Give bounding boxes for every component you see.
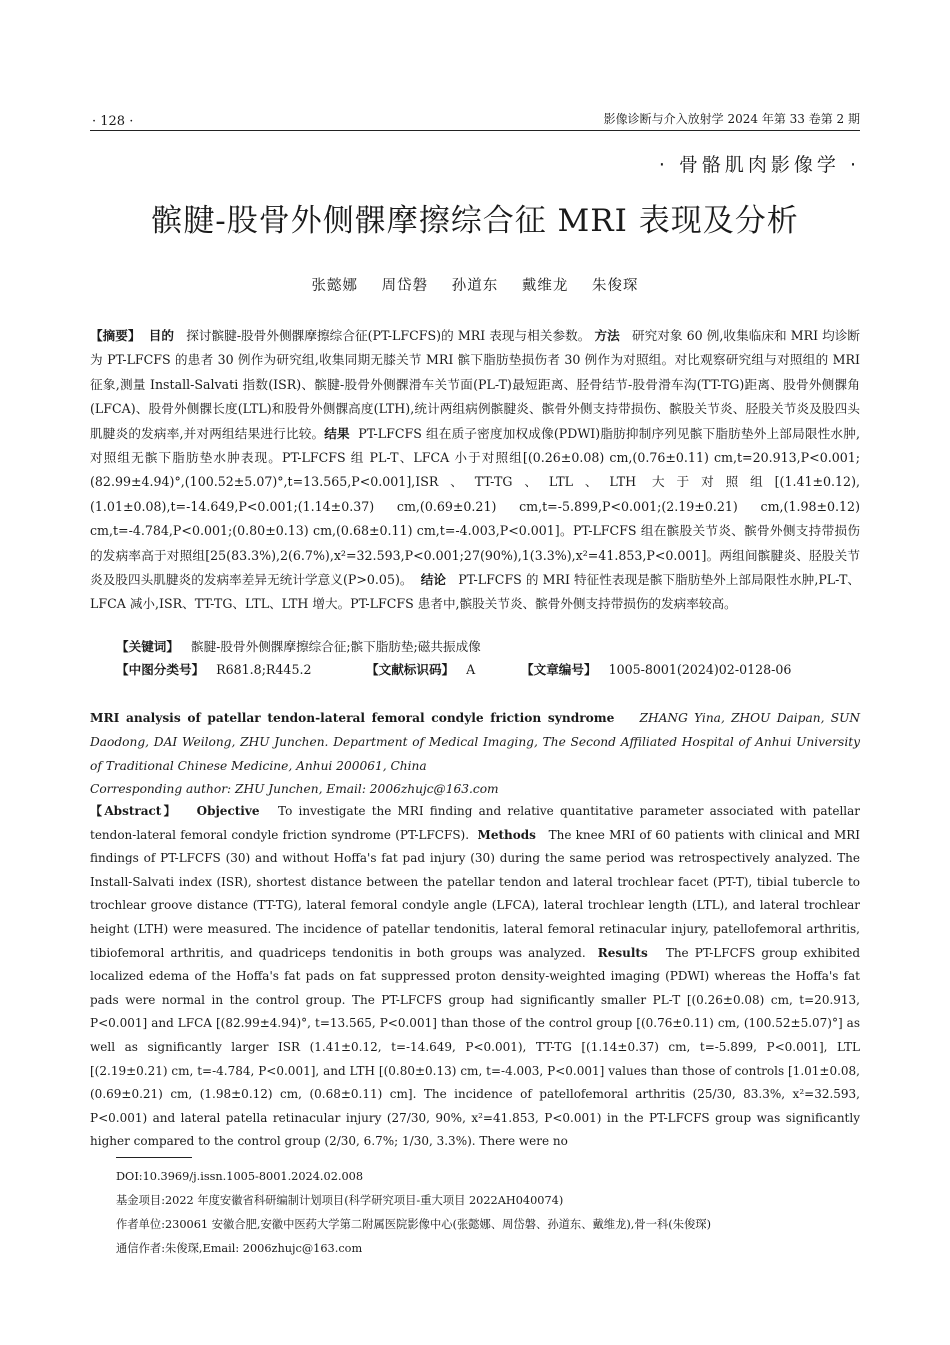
keywords-line xyxy=(90,636,481,658)
objective-en-label: Objective xyxy=(196,804,260,818)
header-rule xyxy=(90,130,860,131)
abstract-en-label: 【Abstract】 xyxy=(90,804,179,818)
author-list: 张懿娜 周岱磐 孙道东 戴维龙 朱俊琛 xyxy=(311,278,639,294)
footnote-doi: DOI:10.3969/j.issn.1005-8001.2024.02.008 xyxy=(116,1170,364,1183)
doc-code-label: 【文献标识码】 xyxy=(366,662,455,677)
methods-cn-label: 方法 xyxy=(594,328,620,343)
keywords-text: 髌腱-股骨外侧髁摩擦综合征;髌下脂肪垫;磁共振成像 xyxy=(190,639,481,654)
keywords-label: 【关键词】 xyxy=(116,639,179,654)
english-title: MRI analysis of patellar tendon-lateral femoral condyle friction syndrome xyxy=(90,711,615,725)
footnote-fund: 基金项目:2022 年度安徽省科研编制计划项目(科学研究项目-重大项目 2022AH040074) xyxy=(116,1194,564,1207)
classification-line xyxy=(116,659,860,681)
results-en-label: Results xyxy=(597,945,648,960)
doc-code-value: A xyxy=(466,662,476,677)
footnotes xyxy=(116,1165,860,1261)
article-number-label: 【文章编号】 xyxy=(521,662,597,677)
article-number-value: 1005-8001(2024)02-0128-06 xyxy=(608,662,792,677)
english-authors-affiliation: ZHANG Yina, ZHOU Daipan, SUN Daodong, DAI Weilong, ZHU Junchen. Department of Medical Imaging, The Second Affiliated Hospital of Anhui University of Traditional Chinese Medicine, Anhui 200061, China xyxy=(90,711,860,773)
methods-en-label: Methods xyxy=(477,827,536,842)
section-label: · 骨骼肌肉影像学 · xyxy=(658,154,860,176)
abstract-en xyxy=(90,800,860,1154)
abstract-cn-label: 【摘要】 xyxy=(90,328,141,343)
abstract-cn xyxy=(90,324,860,617)
page-number: · 128 · xyxy=(92,114,134,129)
article-title: 髌腱-股骨外侧髁摩擦综合征 MRI 表现及分析 xyxy=(151,203,799,239)
clc-value: R681.8;R445.2 xyxy=(216,662,312,677)
methods-en-text: The knee MRI of 60 patients with clinical and MRI findings of PT-LFCFS (30) and without Hoffa's fat pad injury (30) during the same period was retrospectively analyzed. The Install-Salvati index (ISR), shortest distance between the patellar tendon and lateral trochlear facet (PT-T), tibial tubercle to trochlear groove distance (TT-TG), lateral femoral condyle angle (LFCA), lateral trochlear length (LTL), and lateral trochlear height (LTH) were measured. The incidence of patellar tendonitis, lateral femoral retinacular injury, patellofemoral arthritis, tibiofemoral arthritis, and quadriceps tendonitis in both groups was analyzed. xyxy=(90,827,861,960)
conclusion-cn-text: PT-LFCFS 的 MRI 特征性表现是髌下脂肪垫外上部局限性水肿,PL-T、LFCA 减小,ISR、TT-TG、LTL、LTH 增大。PT-LFCFS 患者中,髌股关节炎、髌骨外侧支持带损伤的发病率较高。 xyxy=(90,572,861,612)
results-en-text: The PT-LFCFS group exhibited localized edema of the Hoffa's fat pads on fat suppressed proton density-weighted imaging (PDWI) whereas the Hoffa's fat pads were normal in the control group. The PT-LFCFS group had significantly smaller PL-T [(0.26±0.08) cm, t=20.913, P<0.001] and LFCA [(82.99±4.94)°, t=13.565, P<0.001] than those of the control group [(0.76±0.11) cm, (100.52±5.07)°] as well as significantly larger ISR (1.41±0.12, t=-14.649, P<0.001), TT-TG [(1.14±0.37) cm, t=-5.899, P<0.001], LTL [(2.19±0.21) cm, t=-4.784, P<0.001], and LTH [(0.80±0.13) cm, t=-4.003, P<0.001] values than those of controls [1.01±0.08, (0.69±0.21) cm, (1.98±0.12) cm, (0.68±0.11) cm]. The incidence of patellofemoral arthritis (25/30, 83.3%, x²=32.593, P<0.001) and lateral patella retinacular injury (27/30, 90%, x²=41.853, P<0.001) in the PT-LFCFS group was significantly higher compared to the control group (2/30, 6.7%; 1/30, 3.3%). There were no xyxy=(90,945,861,1149)
results-cn-label: 结果 xyxy=(324,425,350,441)
corresponding-author-en: Corresponding author: ZHU Junchen, Email: 2006zhujc@163.com xyxy=(90,782,499,796)
english-title-block xyxy=(90,706,860,778)
footnote-correspondence: 通信作者:朱俊琛,Email: 2006zhujc@163.com xyxy=(116,1242,363,1255)
clc-label: 【中图分类号】 xyxy=(116,662,205,677)
objective-en-text: To investigate the MRI finding and relative quantitative parameter associated with patellar tendon-lateral femoral condyle friction syndrome (PT-LFCFS). xyxy=(90,804,861,842)
conclusion-cn-label: 结论 xyxy=(420,572,447,588)
journal-header: 影像诊断与介入放射学 2024 年第 33 卷第 2 期 xyxy=(603,112,860,126)
objective-cn-text: 探讨髌腱-股骨外侧髁摩擦综合征(PT-LFCFS)的 MRI 表现与相关参数。 xyxy=(186,328,591,343)
footnote-rule xyxy=(116,1157,192,1158)
results-cn-text: PT-LFCFS 组在质子密度加权成像(PDWI)脂肪抑制序列见髌下脂肪垫外上部局限性水肿,对照组无髌下脂肪垫水肿表现。PT-LFCFS 组 PL-T、LFCA 小于对照组[(0.26±0.08) cm,(0.76±0.11) cm,t=20.913,P<0.001;(82.99±4.94)°,(100.52±5.07)°,t=13.565,P<0.001],ISR、TT-TG、LTL、LTH 大于对照组[(1.41±0.12),(1.01±0.08),t=-14.649,P<0.001;(1.14±0.37) cm,(0.69±0.21) cm,t=-5.899,P<0.001;(2.19±0.21) cm,(1.98±0.12) cm,t=-4.784,P<0.001;(0.80±0.13) cm,(0.68±0.11) cm,t=-4.003,P<0.001]。PT-LFCFS 组在髌股关节炎、髌骨外侧支持带损伤的发病率高于对照组[25(83.3%),2(6.7%),x²=32.593,P<0.001;27(90%),1(3.3%),x²=41.853,P<0.001]。两组间髌腱炎、胫股关节炎及股四头肌腱炎的发病率差异无统计学意义(P>0.05)。 xyxy=(90,425,860,588)
footnote-affiliation: 作者单位:230061 安徽合肥,安徽中医药大学第二附属医院影像中心(张懿娜、周岱磐、孙道东、戴维龙),骨一科(朱俊琛) xyxy=(116,1218,711,1231)
methods-cn-text: 研究对象 60 例,收集临床和 MRI 均诊断为 PT-LFCFS 的患者 30 例作为研究组,收集同期无膝关节 MRI 髌下脂肪垫损伤者 30 例作为对照组。对比观察研究组与对照组的 MRI 征象,测量 Install-Salvati 指数(ISR)、髌腱-股骨外侧髁滑车关节面(PL-T)最短距离、胫骨结节-股骨滑车沟(TT-TG)距离、股骨外侧髁角(LFCA)、股骨外侧髁长度(LTL)和股骨外侧髁高度(LTH),统计两组病例髌腱炎、髌骨外侧支持带损伤、髌股关节炎、胫股关节炎及股四头肌腱炎的发病率,并对两组结果进行比较。 xyxy=(90,328,861,441)
objective-cn-label: 目的 xyxy=(148,328,175,343)
